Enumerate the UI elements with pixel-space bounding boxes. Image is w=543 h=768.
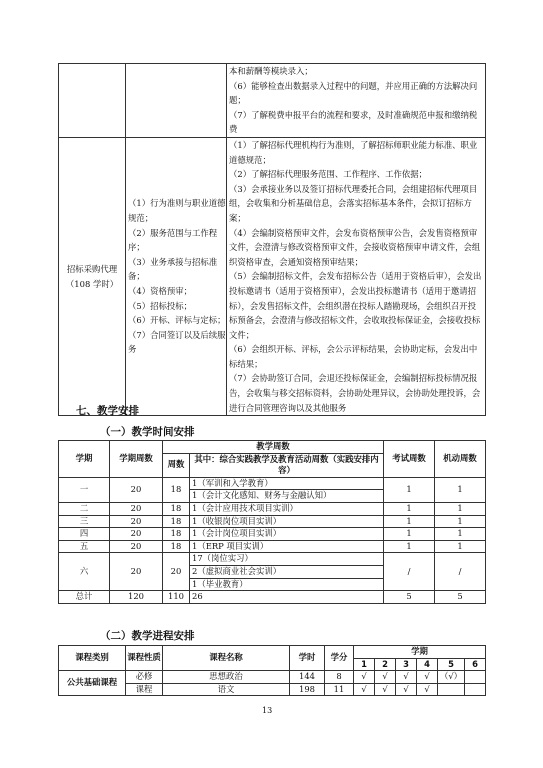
table-header-row (59, 441, 486, 454)
header-nature: 课程性质 (126, 646, 163, 671)
header-hours: 学时 (290, 646, 325, 671)
header-teaching-weeks: 教学周数 (163, 441, 384, 454)
header-semester: 学期 (354, 646, 486, 659)
total-row: 总计 120 110 26 5 5 (59, 591, 486, 604)
requirements-cell: （1）了解招标代理机构行为准则，了解招标师职业能力标准、职业道德规范； （2）了解招标代理服务范围、工作程序、工作依据； （3）会承接业务以及签订招标代理委托合同，会组建招标代理项目组，会收集和分析基础信息，会落实招标基本条件，会拟订招标方案； （4）会编制资格预审文件，会发布资格预审公告，会发售资格预审文件，会澄清与修改资格预审文件，会接收资格预审申请文件，会组织资格审查，会通知资格预审结果； （5）会编制招标文件，会发布招标公告（适用于资格后审），会发出投标邀请书（适用于资格预审），会发出投标邀请书（适用于邀请招标），会发售招标文件，会组织潜在投标人踏勘现场，会组织召开投标预备会，会澄清与修改招标文件，会收取投标保证金，会接收投标文件； （6）会组织开标、评标，会公示评标结果，会协助定标，会发出中标结果； （7）会协助签订合同，会退还投标保证金，会编制招标投标情况报告，会收集与移交招标资料，会协助处理异议，会协助处理投诉，会进行合同管理咨询以及其他服务 (227, 137, 486, 415)
table-row: 1（会计文化感知、财务与金融认知） (59, 490, 486, 503)
progress-table (58, 645, 486, 696)
goals-cell: （1）行为准则与职业道德规范； （2）服务范围与工作程序； （3）业务承接与招标准备； （4）资格预审； （5）招标投标； （6）开标、评标与定标； （7）合同签订以及后续服务 (126, 137, 227, 415)
module-cell (59, 64, 126, 138)
header-semester: 学期 (59, 441, 110, 478)
requirements-cell: 本和薪酬等模块录入； （6）能够检查出数据录入过程中的问题，并应用正确的方法解决问题； （7）了解税费申报平台的流程和要求，及时准确规范申报和缴纳税费 (227, 64, 486, 138)
header-course-name: 课程名称 (163, 646, 290, 671)
module-table (58, 63, 486, 416)
table-row: 1（毕业教育） (59, 578, 486, 591)
table-row: 六 20 20 17（岗位实习） / / (59, 553, 486, 566)
header-category: 课程类别 (59, 646, 126, 671)
table-row: 三 20 18 1（收银岗位项目实训） 1 1 (59, 515, 486, 528)
header-exam-weeks: 考试周数 (384, 441, 435, 478)
table-header-row: 1 2 3 4 5 6 (59, 658, 486, 671)
table-row: 一 20 18 1（军训和入学教育） 1 1 (59, 477, 486, 490)
header-semester-weeks: 学期周数 (110, 441, 163, 478)
goals-cell (126, 64, 227, 138)
header-credits: 学分 (325, 646, 354, 671)
header-practice: 其中：综合实践教学及教育活动周数（实践安排内容） (190, 453, 384, 477)
table-header-row (59, 646, 486, 659)
section-title: 七、教学安排 (76, 405, 139, 417)
module-cell: 招标采购代理 （108 学时） (59, 137, 126, 415)
table-row: 四 20 18 1（会计岗位项目实训） 1 1 (59, 528, 486, 541)
table-row: 二 20 18 1（会计应用技术项目实训） 1 1 (59, 502, 486, 515)
table-row: 课程 语文 198 11 √ √ √ √ (59, 683, 486, 696)
table-row: 2（虚拟商业社会实训） (59, 565, 486, 578)
subsection-title: （二）教学进程安排 (100, 630, 195, 642)
header-flexible-weeks: 机动周数 (435, 441, 486, 478)
category-cell: 公共基础课程 (59, 671, 126, 696)
table-row (59, 137, 486, 415)
table-row (59, 64, 486, 138)
schedule-table (58, 440, 486, 604)
table-row: 五 20 18 1（ERP 项目实训） 1 1 (59, 540, 486, 553)
subsection-title: （一）教学时间安排 (100, 426, 195, 438)
table-row: 公共基础课程 必修 思想政治 144 8 √ √ √ √ （√） (59, 671, 486, 684)
page-number: 13 (262, 706, 273, 715)
header-weeks: 周数 (163, 453, 190, 477)
